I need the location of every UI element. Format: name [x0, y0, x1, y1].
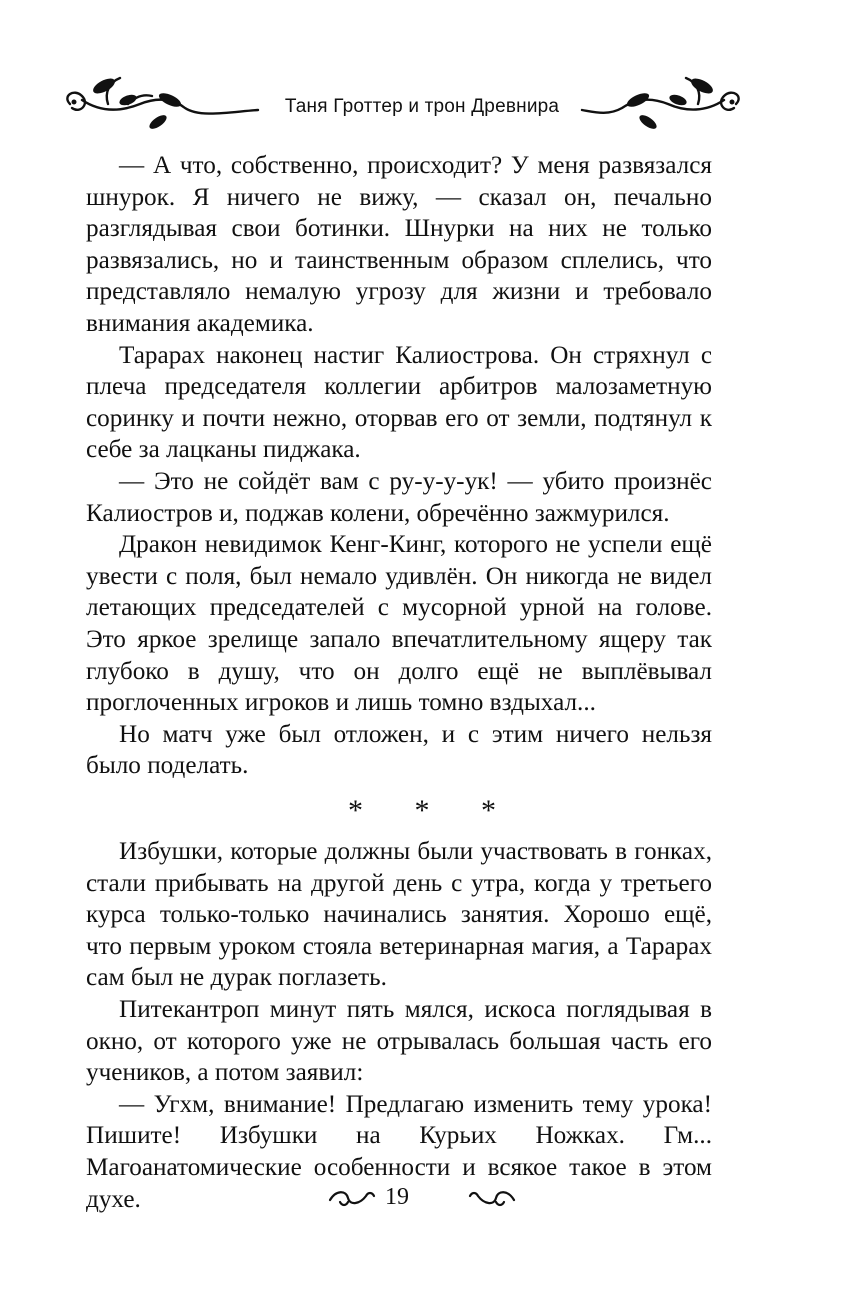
- text-block-bottom: [86, 836, 712, 1215]
- page-number: 19: [385, 1184, 409, 1210]
- paragraph: — Угхм, внимание! Предлагаю изменить тему урока! Пишите! Избушки на Курьих Ножках. Гм... Магоанатомические особенности и всякое такое в этом духе.: [86, 1090, 712, 1213]
- paragraph: Дракон невидимок Кенг-Кинг, которого не успели ещё увести с поля, был немало удивлён. Он никогда не видел летающих председателей с мусорной урной на голове. Это яркое зрелище запало впечатлительному ящеру так глубоко в душу, что он долго ещё не выплёвывал проглоченных игроков и лишь томно вздыхал...: [86, 531, 712, 717]
- paragraph: Тарарах наконец настиг Калиострова. Он стряхнул с плеча председателя коллегии арбитров малозаметную соринку и почти нежно, оторвав его от земли, подтянул к себе за лацканы пиджака.: [86, 341, 712, 464]
- paragraph: — Это не сойдёт вам с ру-у-у-ук! — убито произнёс Калиостров и, поджав колени, обречённо зажмурился.: [86, 467, 712, 527]
- paragraph: — А что, собственно, происходит? У меня развязался шнурок. Я ничего не вижу, — сказал он, печально разглядывая свои ботинки. Шнурки на них не только развязались, но и таинственным образом сплелись, что представляло немалую угрозу для жизни и требовало внимания академика.: [86, 152, 712, 337]
- page-header: [0, 0, 844, 150]
- paragraph: Питекантроп минут пять мялся, искоса поглядывая в окно, от которого уже не отрывалась большая часть его учеников, а потом заявил:: [86, 995, 712, 1087]
- paragraph: Избушки, которые должны были участвовать в гонках, стали прибывать на другой день с утра, когда у третьего курса только-только начинались занятия. Хорошо ещё, что первым уроком стояла ветеринарная магия, а Тарарах сам был не дурак поглазеть.: [86, 838, 712, 992]
- text-block-top: [86, 150, 712, 782]
- header-ornament: [0, 0, 844, 150]
- paragraph: Но матч уже был отложен, и с этим ничего нельзя было поделать.: [86, 720, 712, 780]
- section-break: * * *: [348, 794, 518, 827]
- page-footer: [0, 1178, 844, 1218]
- running-title: Таня Гроттер и трон Древнира: [284, 96, 560, 117]
- footer-ornament: [0, 1178, 844, 1218]
